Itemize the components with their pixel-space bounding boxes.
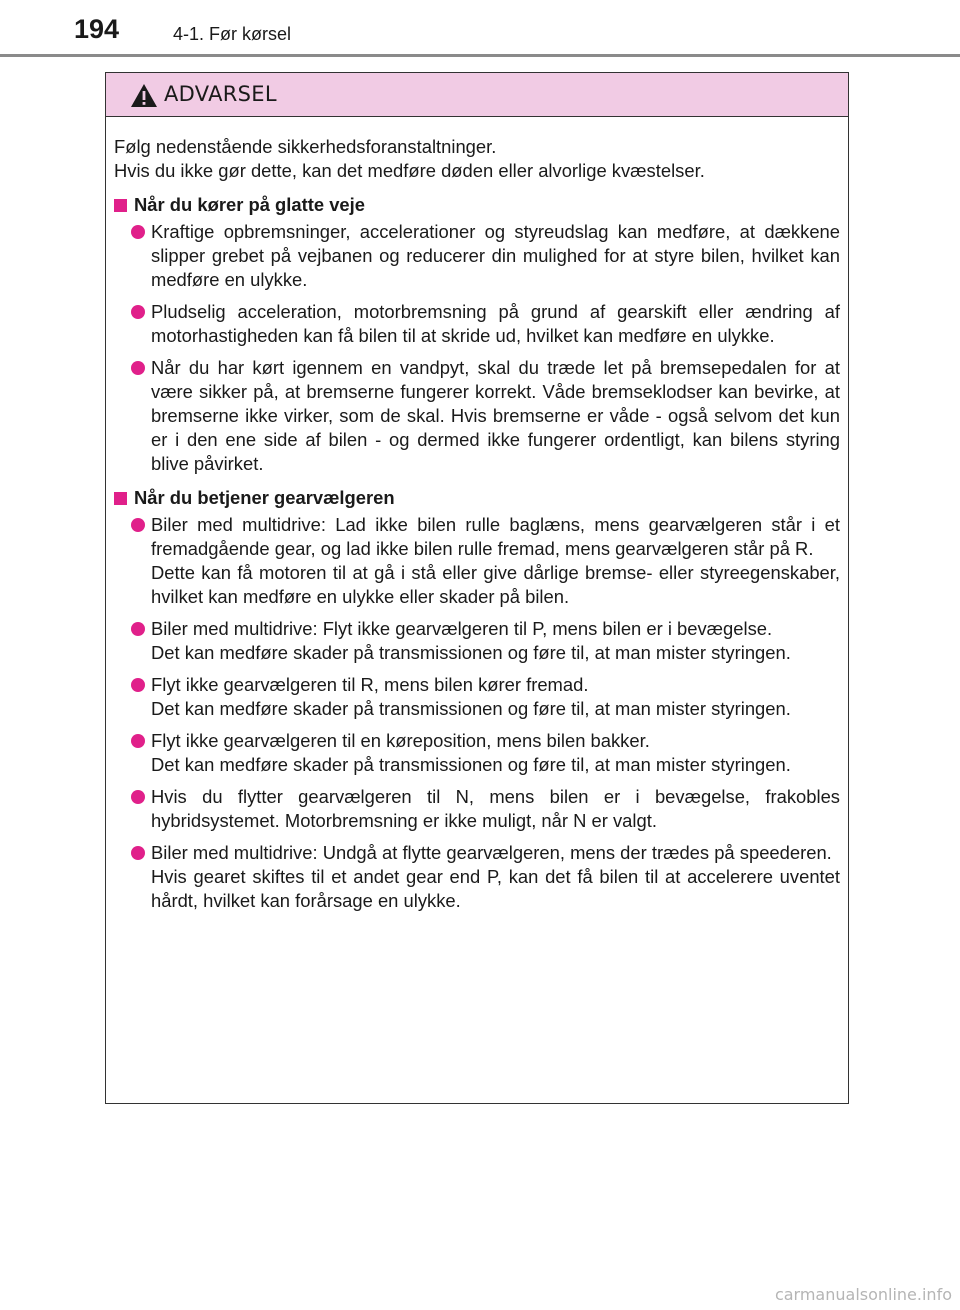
- list-item: [114, 841, 840, 913]
- item-text: Flyt ikke gearvælgeren til R, mens bilen kører fremad.: [151, 674, 589, 695]
- warning-triangle-icon: [130, 83, 158, 108]
- header-divider: [0, 54, 960, 57]
- section-heading: [114, 486, 840, 510]
- circle-bullet-icon: [131, 225, 145, 239]
- item-text: Det kan medføre skader på transmissionen og føre til, at man mister styringen.: [151, 754, 791, 775]
- section-heading-text: Når du betjener gearvælgeren: [134, 487, 395, 508]
- section-heading: [114, 193, 840, 217]
- intro-line: Følg nedenstående sikkerhedsforanstaltninger.: [114, 136, 497, 157]
- item-list: [114, 220, 840, 476]
- list-item: [114, 673, 840, 721]
- square-bullet-icon: [114, 492, 127, 505]
- intro-line: Hvis du ikke gør dette, kan det medføre døden eller alvorlige kvæstelser.: [114, 160, 705, 181]
- list-item: [114, 513, 840, 609]
- warning-body: [106, 117, 848, 913]
- list-item: [114, 617, 840, 665]
- warning-title: ADVARSEL: [164, 82, 277, 106]
- page-number: 194: [74, 14, 120, 44]
- list-item: [114, 220, 840, 292]
- item-text: Biler med multidrive: Flyt ikke gearvælgeren til P, mens bilen er i bevægelse.: [151, 618, 773, 639]
- circle-bullet-icon: [131, 846, 145, 860]
- warning-box: [105, 72, 849, 1104]
- item-text: Når du har kørt igennem en vandpyt, skal du træde let på bremsepedalen for at være sikker på, at bremserne fungerer korrekt. Våde bremseklodser kan bevirke, at bremserne ikke virker, som de skal. Hvis bremserne er våde - også selvom det kun er i den ene side af bilen - og dermed ikke fungerer ordentligt, kan bilens styring blive påvirket.: [151, 357, 840, 474]
- item-text: Pludselig acceleration, motorbremsning på grund af gearskift eller ændring af motorhastigheden kan få bilen til at skride ud, hvilket kan medføre en ulykke.: [151, 301, 840, 346]
- item-text: Det kan medføre skader på transmissionen og føre til, at man mister styringen.: [151, 698, 791, 719]
- item-text: Biler med multidrive: Lad ikke bilen rulle baglæns, mens gearvælgeren står i et fremadgående gear, og lad ikke bilen rulle fremad, mens gearvælgeren står på R.: [151, 514, 840, 559]
- section-title: 4-1. Før kørsel: [173, 24, 292, 44]
- square-bullet-icon: [114, 199, 127, 212]
- item-text: Kraftige opbremsninger, accelerationer og styreudslag kan medføre, at dækkene slipper grebet på vejbanen og reducerer din mulighed for at styre bilen, hvilket kan medføre en ulykke.: [151, 221, 840, 290]
- list-item: [114, 300, 840, 348]
- circle-bullet-icon: [131, 305, 145, 319]
- circle-bullet-icon: [131, 518, 145, 532]
- item-text: Dette kan få motoren til at gå i stå eller give dårlige bremse- eller styreegenskaber, hvilket kan medføre en ulykke eller skader på bilen.: [151, 562, 840, 607]
- page-header: [0, 0, 960, 60]
- watermark: carmanualsonline.info: [774, 1285, 952, 1304]
- circle-bullet-icon: [131, 790, 145, 804]
- warning-header: [106, 73, 848, 117]
- item-list: [114, 513, 840, 913]
- item-text: Flyt ikke gearvælgeren til en køreposition, mens bilen bakker.: [151, 730, 650, 751]
- item-text: Det kan medføre skader på transmissionen og føre til, at man mister styringen.: [151, 642, 791, 663]
- circle-bullet-icon: [131, 678, 145, 692]
- list-item: [114, 785, 840, 833]
- list-item: [114, 729, 840, 777]
- warning-intro: [114, 135, 840, 183]
- circle-bullet-icon: [131, 622, 145, 636]
- list-item: [114, 356, 840, 476]
- circle-bullet-icon: [131, 361, 145, 375]
- circle-bullet-icon: [131, 734, 145, 748]
- item-text: Hvis gearet skiftes til et andet gear end P, kan det få bilen til at accelerere uventet hårdt, hvilket kan forårsage en ulykke.: [151, 866, 840, 911]
- item-text: Hvis du flytter gearvælgeren til N, mens bilen er i bevægelse, frakobles hybridsystemet. Motorbremsning er ikke muligt, når N er valgt.: [151, 786, 840, 831]
- section-heading-text: Når du kører på glatte veje: [134, 194, 365, 215]
- item-text: Biler med multidrive: Undgå at flytte gearvælgeren, mens der trædes på speederen.: [151, 842, 832, 863]
